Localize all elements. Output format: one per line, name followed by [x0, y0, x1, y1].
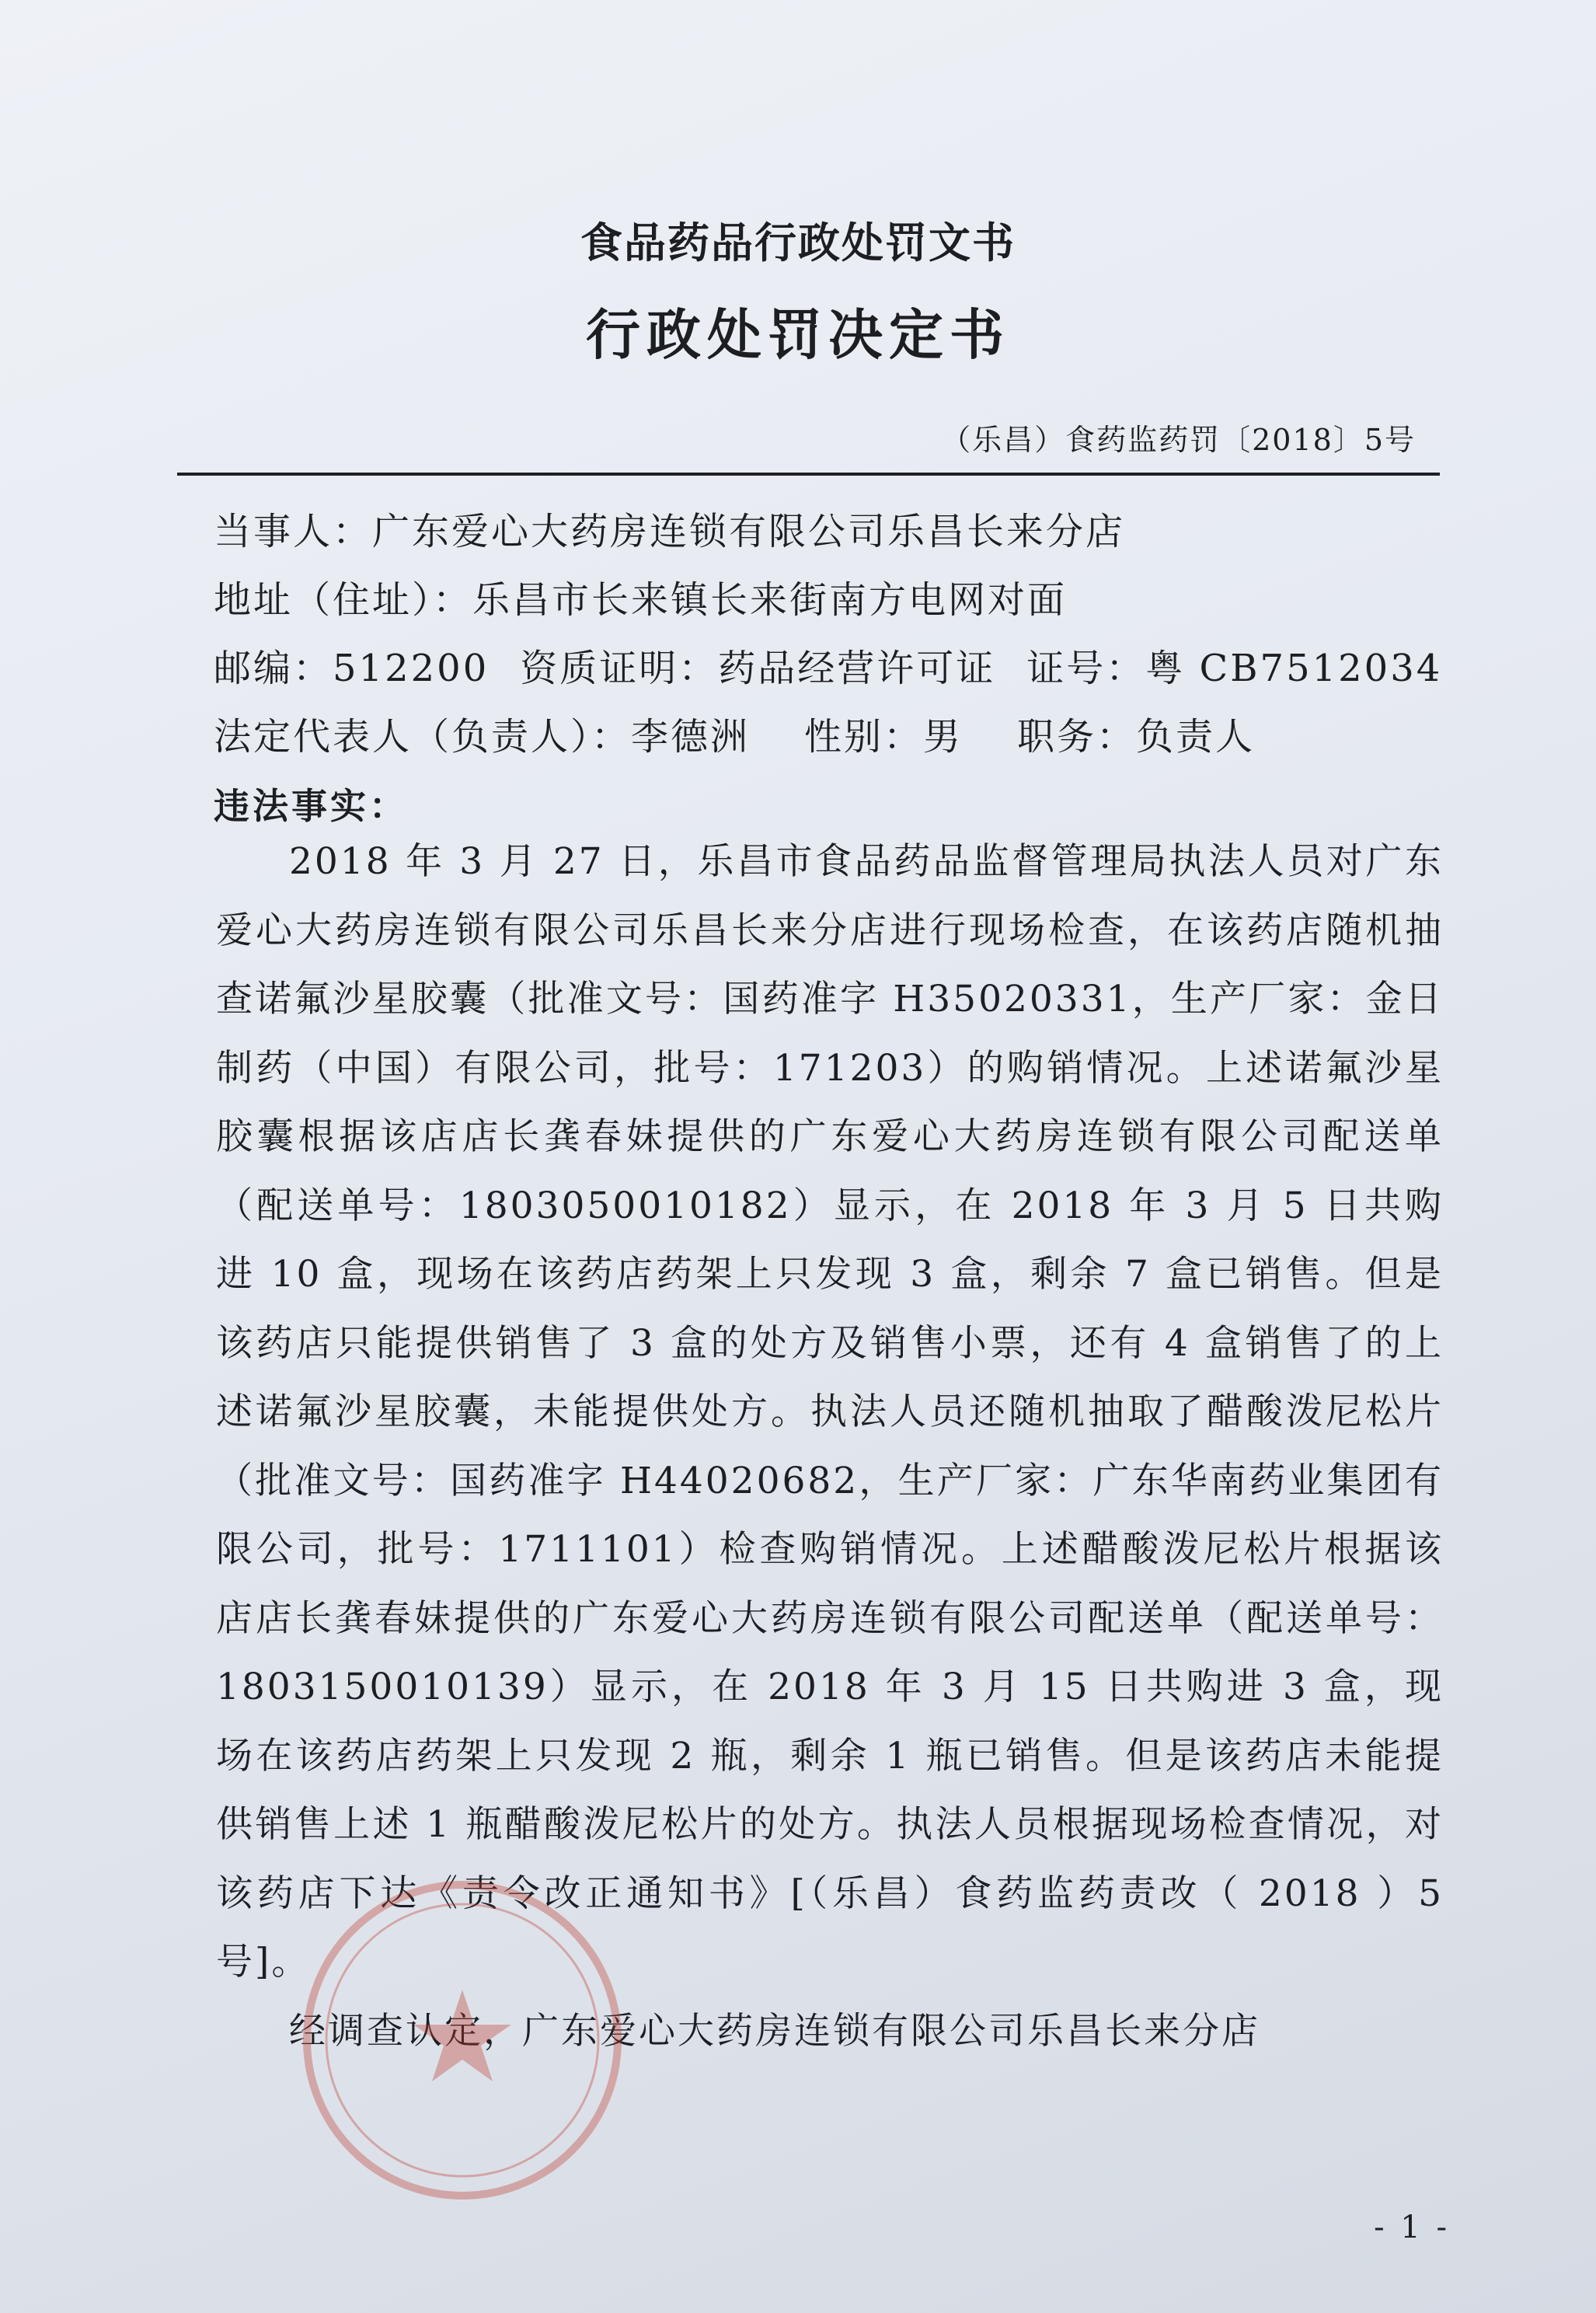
gender-text: 性别：男	[804, 715, 964, 759]
header-divider	[177, 473, 1440, 476]
facts-heading: 违法事实：	[214, 785, 408, 827]
page-number: - 1 -	[1374, 2210, 1450, 2245]
postcode-label: 邮编：	[214, 647, 333, 690]
document-category-title: 食品药品行政处罚文书	[580, 218, 1016, 267]
facts-paragraph-1: 2018 年 3 月 27 日，乐昌市食品药品监督管理局执法人员对广东爱心大药房连锁有限公司乐昌长来分店进行现场检查，在该药店随机抽查诺氟沙星胶囊（批准文号：国药准字 H35020331，生产厂家：金日制药（中国）有限公司，批号：171203）的购销情况。上述诺氟沙星胶囊根据该店店长龚春妹提供的广东爱心大药房连锁有限公司配送单（配送单号：1803050010182）显示，在 2018 年 3 月 5 日共购进 10 盒，现场在该药店药架上只发现 3 盒，剩余 7 盒已销售。但是该药店只能提供销售了 3 盒的处方及销售小票，还有 4 盒销售了的上述诺氟沙星胶囊，未能提供处方。执法人员还随机抽取了醋酸泼尼松片（批准文号：国药准字 H44020682，生产厂家：广东华南药业集团有限公司，批号：1711101）检查购销情况。上述醋酸泼尼松片根据该店店长龚春妹提供的广东爱心大药房连锁有限公司配送单（配送单号：1803150010139）显示，在 2018 年 3 月 15 日共购进 3 盒，现场在该药店药架上只发现 2 瓶，剩余 1 瓶已销售。但是该药店未能提供销售上述 1 瓶醋酸泼尼松片的处方。执法人员根据现场检查情况，对该药店下达《责令改正通知书》[（乐昌）食药监药责改（ 2018 ）5 号]。	[216, 840, 1444, 1983]
license-number: 证号：粤 CB7512034	[1026, 647, 1443, 690]
position-text: 职务：负责人	[1017, 715, 1256, 759]
party-address-line: 地址（住址）：乐昌市长来镇长来街南方电网对面	[214, 578, 1068, 622]
qualification-text: 资质证明：药品经营许可证	[520, 647, 996, 690]
legal-rep-line	[214, 703, 1441, 771]
facts-paragraph-2: 经调查认定，广东爱心大药房连锁有限公司乐昌长来分店	[289, 2009, 1260, 2053]
party-license-line	[214, 634, 1441, 703]
postcode-value: 512200	[333, 647, 490, 690]
party-info-block	[214, 497, 1441, 841]
document-number: （乐昌）食药监药罚〔2018〕5号	[941, 423, 1416, 457]
legal-rep-text: 法定代表人（负责人）：李德洲	[214, 715, 751, 759]
official-seal-stamp	[295, 1873, 629, 2207]
document-main-title: 行政处罚决定书	[586, 303, 1010, 367]
party-name-line: 当事人：广东爱心大药房连锁有限公司乐昌长来分店	[214, 510, 1126, 553]
